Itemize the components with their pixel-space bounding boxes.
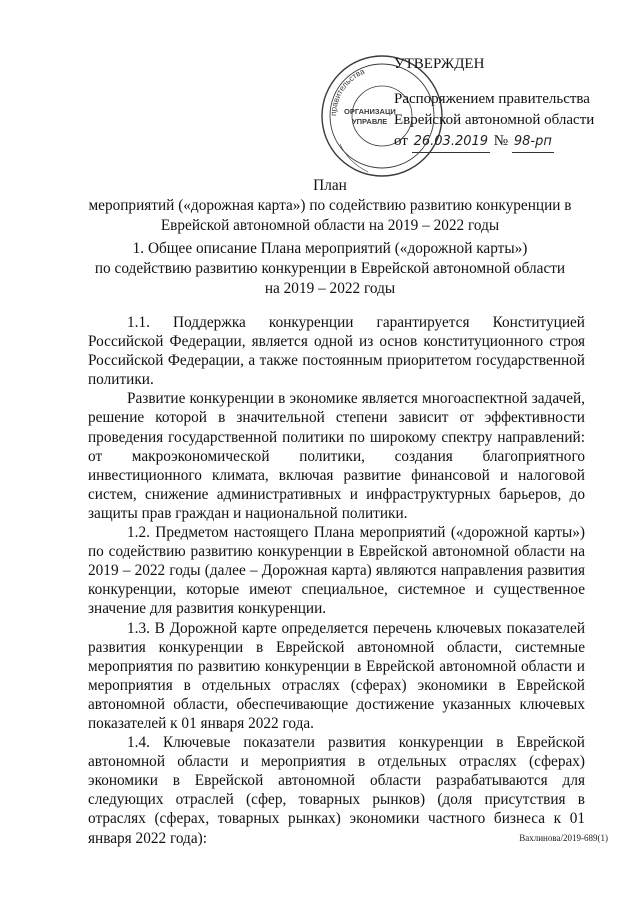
footer-document-code: Вахлинова/2019-689(1) (519, 833, 608, 843)
paragraph-1-2: 1.2. Предметом настоящего Плана мероприятий («дорожной карты») по содействию развитию конкуренции в Еврейской автономной области на 2019 – 2022 годы (далее – Дорожная карта) являются направления развития конкуренции, которые имеют специальное, системное и существенное значение для развития конкуренции. (88, 524, 585, 618)
seal-outer-text: правительства (328, 66, 366, 117)
approval-heading: УТВЕРЖДЕН (394, 56, 485, 72)
paragraph-1-3: 1.3. В Дорожной карте определяется перечень ключевых показателей развития конкуренции в Еврейской автономной области, системные мероприятия по развитию конкуренции в Еврейской автономной области и мероприятия в отдельных отраслях (сферах) экономики в Еврейской автономной области, обеспечивающие достижение указанных ключевых показателей к 01 января 2022 года. (88, 619, 585, 732)
number-label: № (493, 133, 509, 149)
title-line-1: План (313, 177, 347, 194)
seal-inner-text-1: ОРГАНИЗАЦИ (344, 107, 396, 116)
date-prefix: от (394, 133, 408, 149)
handwritten-date: 26.03.2019 (412, 131, 490, 153)
paragraph-1-4: 1.4. Ключевые показатели развития конкуренции в Еврейской автономной области и мероприятия в отдельных отраслях (сферах) экономики в Еврейской автономной области разрабатываются для следующих отраслей (сфер, товарных рынков) (доля присутствия в отраслях (сферах, товарных рынках) экономики частного бизнеса к 01 января 2022 года): (88, 734, 585, 847)
seal-inner-text-2: УПРАВЛЕ (352, 117, 388, 126)
handwritten-number: 98-рп (512, 131, 554, 153)
section-line-3: на 2019 – 2022 годы (264, 280, 396, 297)
section-heading (80, 239, 580, 299)
approval-block (394, 54, 604, 153)
approval-line-region: Еврейской автономной области (394, 112, 595, 128)
document-title (80, 176, 580, 236)
approval-date-line (394, 131, 604, 153)
section-line-1: 1. Общее описание Плана мероприятий («дорожной карты») (132, 240, 528, 257)
approval-line-order: Распоряжением правительства (394, 91, 590, 107)
paragraph-1-1: 1.1. Поддержка конкуренции гарантируется Конституцией Российской Федерации, является одной из основ конституционного строя Российской Федерации, а также постоянным приоритетом государственной политики. (88, 314, 585, 389)
title-line-3: Еврейской автономной области на 2019 – 2022 годы (160, 217, 500, 234)
title-line-2: мероприятий («дорожная карта») по содействию развитию конкуренции в (88, 197, 572, 214)
paragraph-competition: Развитие конкуренции в экономике является многоаспектной задачей, решение которой в значительной степени зависит от эффективности проведения государственной политики по широкому спектру направлений: от макроэкономической политики, создания благоприятного инвестиционного климата, включая развитие финансовой и налоговой систем, снижение административных и инфраструктурных барьеров, до защиты прав граждан и национальной политики. (88, 390, 585, 522)
section-line-2: по содействию развитию конкуренции в Еврейской автономной области (94, 260, 566, 277)
document-body (88, 313, 585, 848)
